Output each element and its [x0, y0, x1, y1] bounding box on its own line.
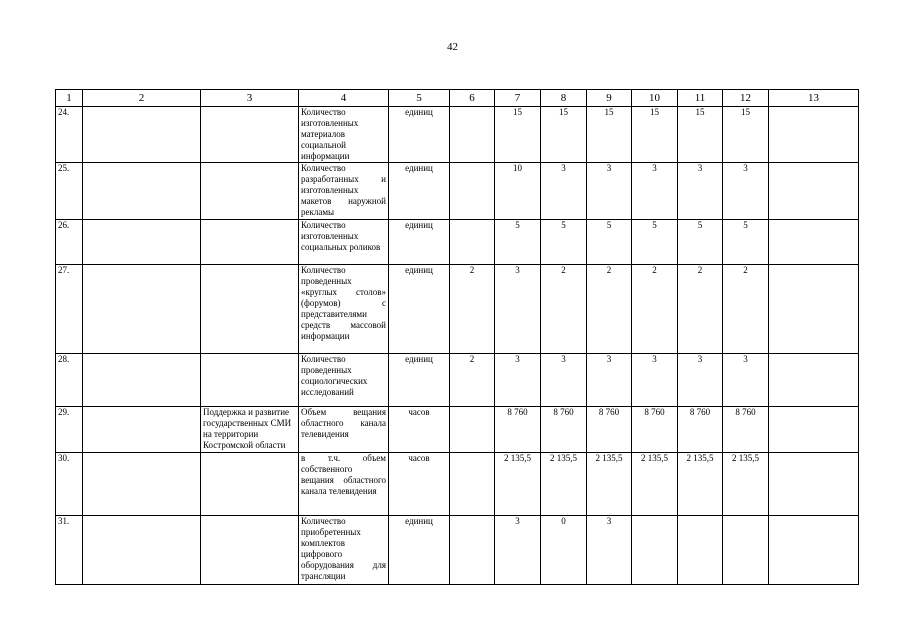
- value-cell: 3: [495, 516, 541, 585]
- indicator-name: Количество разработанных и изготовленных макетов наружной рекламы: [299, 163, 389, 220]
- unit: единиц: [389, 163, 450, 220]
- value-cell: [723, 516, 769, 585]
- indicator-name: Количество приобретенных комплектов цифрового оборудования для трансляции: [299, 516, 389, 585]
- value-cell: 2: [541, 265, 587, 354]
- value-cell: 15: [632, 107, 678, 163]
- cell: 2: [450, 265, 495, 354]
- value-cell: 3: [541, 163, 587, 220]
- cell: [201, 220, 299, 265]
- indicator-name: Количество изготовленных социальных роликов: [299, 220, 389, 265]
- cell: [83, 407, 201, 453]
- cell: [201, 453, 299, 516]
- program-section: Поддержка и развитие государственных СМИ на территории Костромской области: [201, 407, 299, 453]
- row-number: 28.: [56, 354, 83, 407]
- cell: [450, 220, 495, 265]
- header-cell: 8: [541, 90, 587, 107]
- value-cell: 15: [495, 107, 541, 163]
- value-cell: 5: [632, 220, 678, 265]
- unit: единиц: [389, 107, 450, 163]
- value-cell: 2: [678, 265, 723, 354]
- cell: [769, 265, 859, 354]
- unit: часов: [389, 407, 450, 453]
- value-cell: 5: [495, 220, 541, 265]
- table-row: [56, 220, 859, 265]
- cell: [201, 163, 299, 220]
- cell: [83, 220, 201, 265]
- table-header-row: [56, 90, 859, 107]
- row-number: 31.: [56, 516, 83, 585]
- cell: [201, 516, 299, 585]
- cell: 2: [450, 354, 495, 407]
- cell: [450, 516, 495, 585]
- indicator-name: в т.ч. объем собственного вещания областного канала телевидения: [299, 453, 389, 516]
- cell: [769, 107, 859, 163]
- cell: [83, 354, 201, 407]
- cell: [83, 453, 201, 516]
- value-cell: 8 760: [632, 407, 678, 453]
- header-cell: 5: [389, 90, 450, 107]
- unit: единиц: [389, 516, 450, 585]
- header-cell: 12: [723, 90, 769, 107]
- value-cell: 3: [678, 354, 723, 407]
- cell: [201, 354, 299, 407]
- cell: [450, 453, 495, 516]
- value-cell: 2 135,5: [587, 453, 632, 516]
- value-cell: 3: [632, 354, 678, 407]
- cell: [769, 354, 859, 407]
- cell: [769, 163, 859, 220]
- value-cell: 2 135,5: [495, 453, 541, 516]
- unit: единиц: [389, 265, 450, 354]
- header-cell: 3: [201, 90, 299, 107]
- table-row: [56, 453, 859, 516]
- cell: [450, 107, 495, 163]
- value-cell: 3: [723, 354, 769, 407]
- cell: [769, 220, 859, 265]
- value-cell: [632, 516, 678, 585]
- value-cell: 2 135,5: [632, 453, 678, 516]
- indicators-table: [55, 89, 859, 585]
- value-cell: [678, 516, 723, 585]
- row-number: 26.: [56, 220, 83, 265]
- cell: [201, 265, 299, 354]
- indicator-name: Количество проведенных «круглых столов» (форумов) с представителями средств массовой информации: [299, 265, 389, 354]
- header-cell: 11: [678, 90, 723, 107]
- page-number: 42: [447, 41, 458, 53]
- value-cell: 0: [541, 516, 587, 585]
- value-cell: 2 135,5: [723, 453, 769, 516]
- value-cell: 8 760: [541, 407, 587, 453]
- header-cell: 1: [56, 90, 83, 107]
- value-cell: 2: [723, 265, 769, 354]
- row-number: 27.: [56, 265, 83, 354]
- table-row: [56, 516, 859, 585]
- unit: единиц: [389, 354, 450, 407]
- row-number: 25.: [56, 163, 83, 220]
- header-cell: 9: [587, 90, 632, 107]
- value-cell: 2: [632, 265, 678, 354]
- value-cell: 5: [587, 220, 632, 265]
- value-cell: 8 760: [678, 407, 723, 453]
- header-cell: 6: [450, 90, 495, 107]
- value-cell: 8 760: [495, 407, 541, 453]
- value-cell: 3: [495, 265, 541, 354]
- cell: [450, 407, 495, 453]
- value-cell: 3: [541, 354, 587, 407]
- value-cell: 3: [678, 163, 723, 220]
- value-cell: 10: [495, 163, 541, 220]
- value-cell: 2 135,5: [678, 453, 723, 516]
- value-cell: 5: [678, 220, 723, 265]
- table-row: [56, 265, 859, 354]
- cell: [83, 107, 201, 163]
- cell: [83, 516, 201, 585]
- value-cell: 3: [587, 354, 632, 407]
- cell: [769, 407, 859, 453]
- value-cell: 3: [495, 354, 541, 407]
- cell: [83, 163, 201, 220]
- row-number: 29.: [56, 407, 83, 453]
- cell: [769, 453, 859, 516]
- value-cell: 15: [678, 107, 723, 163]
- value-cell: 3: [632, 163, 678, 220]
- indicator-name: Объем вещания областного канала телевидения: [299, 407, 389, 453]
- row-number: 24.: [56, 107, 83, 163]
- value-cell: 3: [723, 163, 769, 220]
- header-cell: 2: [83, 90, 201, 107]
- header-cell: 10: [632, 90, 678, 107]
- value-cell: 8 760: [587, 407, 632, 453]
- unit: часов: [389, 453, 450, 516]
- value-cell: 3: [587, 516, 632, 585]
- table-row: [56, 407, 859, 453]
- table-row: [56, 107, 859, 163]
- header-cell: 13: [769, 90, 859, 107]
- table-row: [56, 354, 859, 407]
- cell: [83, 265, 201, 354]
- cell: [201, 107, 299, 163]
- header-cell: 7: [495, 90, 541, 107]
- value-cell: 5: [723, 220, 769, 265]
- indicator-name: Количество проведенных социологических исследований: [299, 354, 389, 407]
- value-cell: 3: [587, 163, 632, 220]
- value-cell: 8 760: [723, 407, 769, 453]
- table-row: [56, 163, 859, 220]
- unit: единиц: [389, 220, 450, 265]
- row-number: 30.: [56, 453, 83, 516]
- cell: [450, 163, 495, 220]
- value-cell: 15: [723, 107, 769, 163]
- value-cell: 5: [541, 220, 587, 265]
- cell: [769, 516, 859, 585]
- value-cell: 2: [587, 265, 632, 354]
- header-cell: 4: [299, 90, 389, 107]
- value-cell: 2 135,5: [541, 453, 587, 516]
- value-cell: 15: [587, 107, 632, 163]
- indicator-name: Количество изготовленных материалов социальной информации: [299, 107, 389, 163]
- value-cell: 15: [541, 107, 587, 163]
